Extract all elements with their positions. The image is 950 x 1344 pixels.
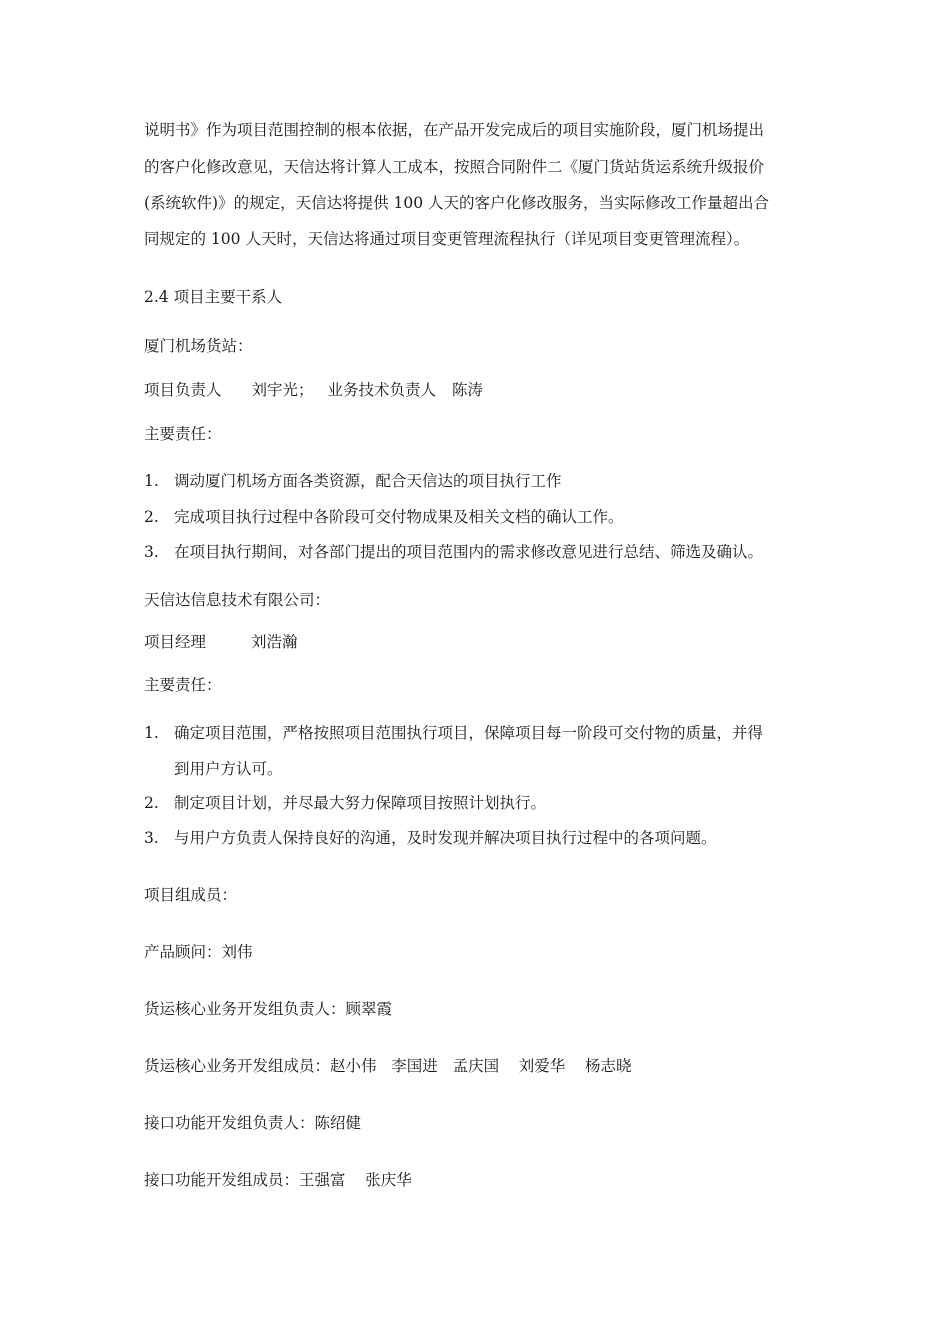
- vendor-resp-text-1: 确定项目范围，严格按照项目范围执行项目，保障项目每一阶段可交付物的质量，并得: [174, 724, 764, 742]
- section-heading: 2.4 项目主要干系人: [144, 288, 283, 306]
- airport-resp-num-2: 2.: [144, 508, 159, 526]
- airport-resp-title: 主要责任：: [144, 425, 222, 443]
- airport-pm-name: 刘宇光；: [251, 381, 314, 399]
- intro-line-3: (系统软件)》的规定，天信达将提供 100 人天的客户化修改服务，当实际修改工作量超出合: [144, 194, 770, 212]
- vendor-resp-text-2: 制定项目计划，并尽最大努力保障项目按照计划执行。: [174, 794, 547, 812]
- vendor-pm-label: 项目经理: [144, 633, 207, 651]
- vendor-org-title: 天信达信息技术有限公司：: [144, 591, 331, 609]
- vendor-resp-num-3: 3.: [144, 829, 159, 847]
- team-member-interface-lead: 接口功能开发组负责人：陈绍健: [144, 1114, 362, 1132]
- vendor-resp-num-2: 2.: [144, 794, 159, 812]
- airport-resp-text-3: 在项目执行期间，对各部门提出的项目范围内的需求修改意见进行总结、筛选及确认。: [174, 543, 764, 561]
- vendor-pm-name: 刘浩瀚: [251, 633, 298, 651]
- vendor-resp-title: 主要责任：: [144, 676, 222, 694]
- vendor-resp-text-1-cont: 到用户方认可。: [174, 760, 283, 778]
- team-member-interface-members: 接口功能开发组成员：王强富 张庆华: [144, 1171, 412, 1189]
- team-member-product-advisor: 产品顾问：刘伟: [144, 943, 253, 961]
- airport-tech-name: 陈涛: [452, 381, 484, 399]
- airport-tech-label: 业务技术负责人: [327, 381, 437, 399]
- intro-line-1: 说明书》作为项目范围控制的根本依据，在产品开发完成后的项目实施阶段，厦门机场提出: [144, 121, 765, 139]
- airport-resp-num-3: 3.: [144, 543, 159, 561]
- team-title: 项目组成员：: [144, 886, 238, 904]
- airport-pm-label: 项目负责人: [144, 381, 222, 399]
- airport-resp-text-2: 完成项目执行过程中各阶段可交付物成果及相关文档的确认工作。: [174, 508, 624, 526]
- vendor-resp-num-1: 1.: [144, 724, 159, 742]
- team-member-core-lead: 货运核心业务开发组负责人：顾翠霞: [144, 1000, 393, 1018]
- airport-resp-num-1: 1.: [144, 472, 159, 490]
- vendor-resp-text-3: 与用户方负责人保持良好的沟通，及时发现并解决项目执行过程中的各项问题。: [174, 829, 717, 847]
- vendor-roles-line: [144, 632, 298, 652]
- intro-line-4: 同规定的 100 人天时，天信达将通过项目变更管理流程执行（详见项目变更管理流程）。: [144, 230, 750, 248]
- team-member-core-members: 货运核心业务开发组成员：赵小伟 李国进 孟庆国 刘爱华 杨志晓: [144, 1057, 632, 1075]
- airport-roles-line: [144, 380, 483, 400]
- airport-resp-text-1: 调动厦门机场方面各类资源，配合天信达的项目执行工作: [174, 472, 562, 490]
- airport-org-title: 厦门机场货站：: [144, 337, 253, 355]
- intro-line-2: 的客户化修改意见，天信达将计算人工成本，按照合同附件二《厦门货站货运系统升级报价: [144, 158, 765, 176]
